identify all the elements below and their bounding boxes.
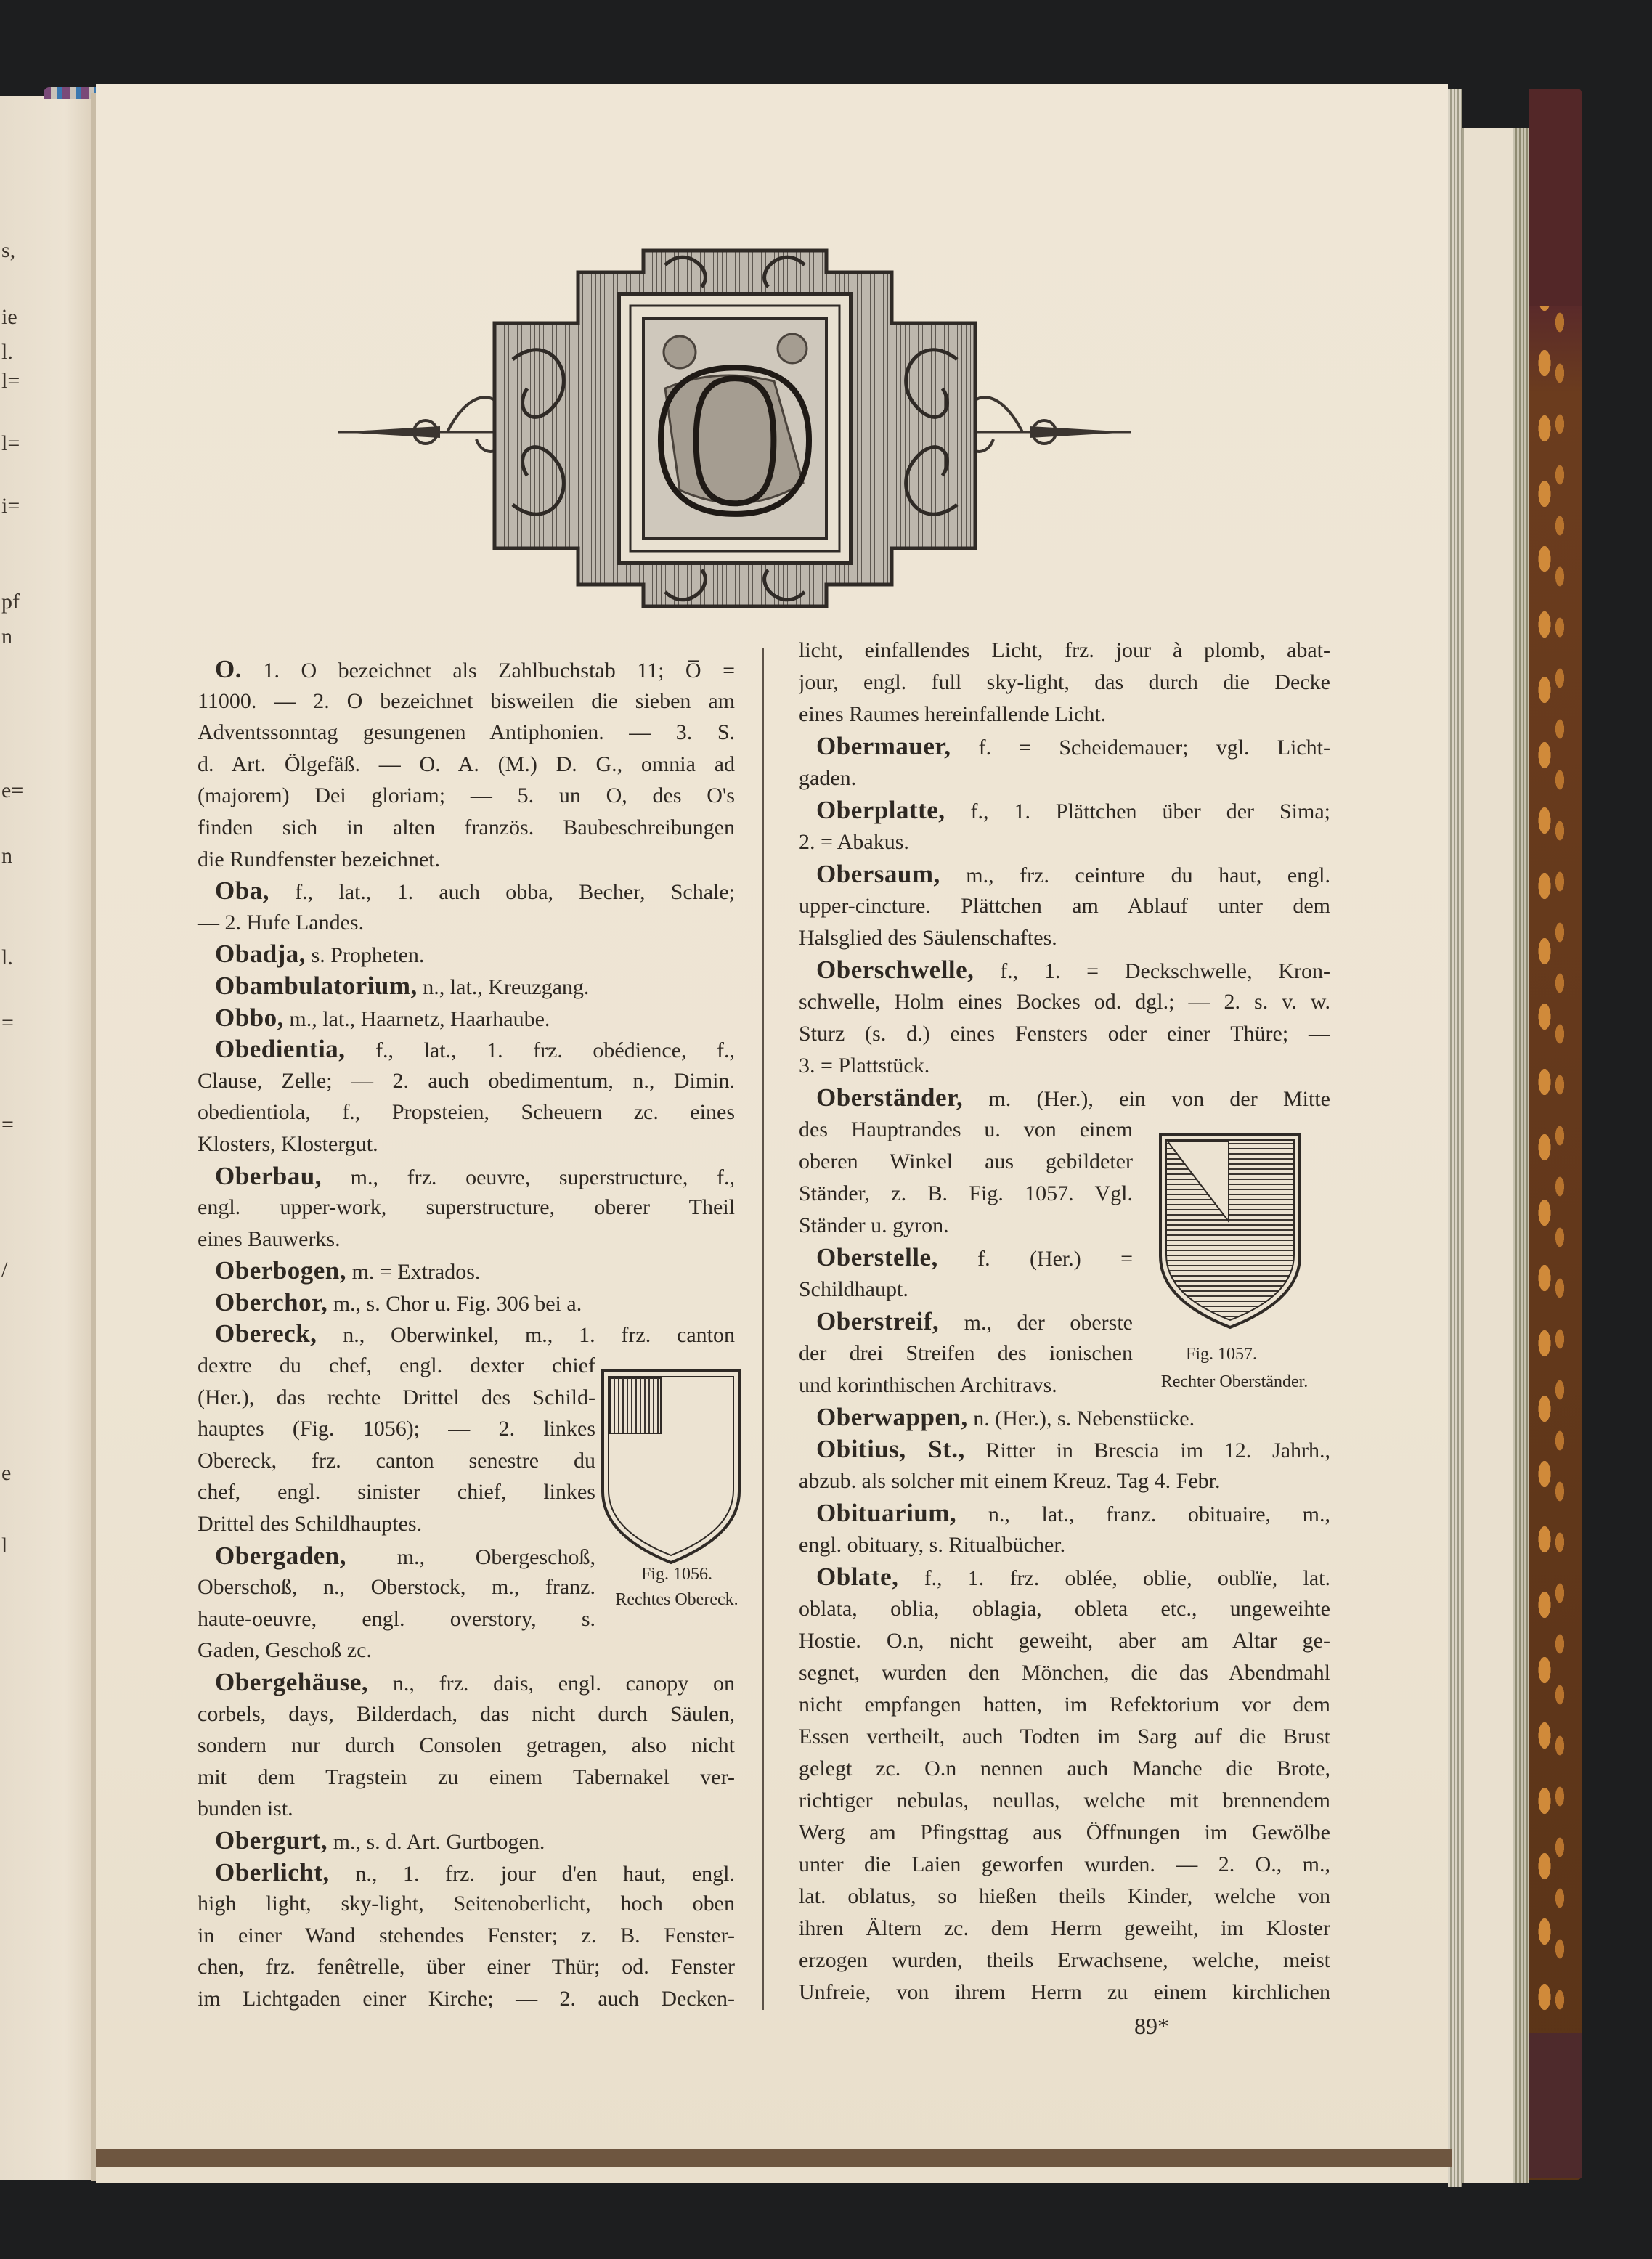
entry-text: hauptes (Fig. 1056); — 2. linkes [198, 1417, 595, 1441]
text-line [198, 1888, 735, 1920]
text-line [198, 1793, 735, 1825]
entry-text: engl. obituary, s. Ritualbücher. [799, 1533, 1066, 1557]
text-line [799, 1817, 1330, 1849]
headword: Oba, [215, 876, 269, 905]
entries-top [198, 654, 735, 1350]
text-line [198, 1350, 595, 1382]
entry-text: Sturz (s. d.) eines Fensters oder einer Thüre; — [799, 1022, 1330, 1046]
entry-text: jour, engl. full sky-light, das durch die Decke [799, 670, 1330, 694]
initial-letter: O [650, 318, 820, 559]
entry-text: n. (Her.), s. Nebenstücke. [973, 1407, 1195, 1430]
entry-text: Ritter in Brescia im 12. Jahrh., [985, 1438, 1330, 1462]
dictionary-entry-start [198, 654, 735, 685]
leather-binding [1529, 89, 1582, 2180]
text-line [198, 1224, 735, 1255]
entry-text: eines Raumes hereinfallende Licht. [799, 702, 1107, 726]
entry-text: m., frz. ceinture du haut, engl. [966, 863, 1330, 887]
entry-text: lat. oblatus, so hießen theils Kinder, welche von [799, 1884, 1330, 1908]
entry-text: oberen Winkel aus gebildeter [799, 1149, 1133, 1173]
entries-bottom [799, 1401, 1330, 2008]
text-line [799, 1369, 1133, 1401]
ornamental-initial-vignette [338, 243, 1131, 615]
text-line [198, 1698, 735, 1730]
next-page-edge [1462, 128, 1515, 2183]
edge-fragment: e [1, 1461, 12, 1485]
text-line [198, 1951, 735, 1983]
figure-1057-shield [1157, 1131, 1303, 1330]
entry-text: licht, einfallendes Licht, frz. jour à plomb, abat- [799, 638, 1330, 662]
edge-fragment: s, [1, 238, 16, 262]
text-line [198, 717, 735, 749]
headword: Oberwappen, [816, 1403, 968, 1431]
dictionary-entry-start [799, 1306, 1133, 1338]
entries-beside-figure [198, 1350, 595, 1666]
entry-text: ihren Ältern zc. dem Herrn geweiht, im Kloster [799, 1916, 1330, 1940]
text-line [198, 907, 735, 939]
headword: Oberschwelle, [816, 956, 974, 984]
dictionary-entry-start [198, 1033, 735, 1065]
previous-page-edge [0, 96, 93, 2180]
entry-text: Oberschoß, n., Oberstock, m., franz. [198, 1575, 595, 1600]
entry-text: haute-oeuvre, engl. overstory, s. [198, 1606, 595, 1631]
figure-1057-number: Fig. 1057. [1185, 1345, 1258, 1364]
entry-text: sondern nur durch Consolen getragen, also nicht [198, 1733, 735, 1758]
dictionary-entry-start [799, 730, 1330, 762]
entry-text: 11000. — 2. O bezeichnet bisweilen die sieben am [198, 688, 735, 713]
entry-text: schwelle, Holm eines Bockes od. dgl.; — 2. s. v. w. [799, 990, 1330, 1014]
entry-text: f., lat., 1. frz. obédience, f., [375, 1038, 735, 1063]
text-line [799, 1721, 1330, 1753]
dictionary-entry-start [198, 938, 735, 970]
entry-text: der drei Streifen des ionischen [799, 1341, 1133, 1365]
text-line [799, 1977, 1330, 2008]
entry-text: dextre du chef, engl. dexter chief [198, 1354, 595, 1378]
dictionary-entry-start [799, 1082, 1330, 1114]
leather-binding-corner [1529, 2033, 1582, 2178]
entry-text: f., 1. Plättchen über der Sima; [970, 799, 1330, 823]
dictionary-entry-start [799, 1561, 1330, 1593]
edge-fragment: i= [1, 494, 20, 518]
text-line [799, 1146, 1133, 1178]
leather-binding-corner [1529, 89, 1582, 306]
dictionary-entry-start [198, 1666, 735, 1698]
entry-text: bunden ist. [198, 1796, 293, 1821]
entry-text: f. = Scheidemauer; vgl. Licht- [978, 736, 1330, 760]
dictionary-entry-start [799, 1433, 1330, 1465]
entry-text: unter die Laien geworfen wurden. — 2. O., m., [799, 1852, 1330, 1876]
entry-text: m., Obergeschoß, [396, 1544, 595, 1569]
text-line [198, 1096, 735, 1128]
figure-1057-title: Rechter Oberständer. [1160, 1372, 1309, 1391]
entry-text: in einer Wand stehendes Fenster; z. B. Fenster- [198, 1923, 735, 1947]
text-line [799, 1945, 1330, 1977]
entry-text: erzogen wurden, theils Erwachsene, welche, meist [799, 1948, 1330, 1972]
edge-fragment: pf [1, 590, 20, 614]
entries-bottom [198, 1666, 735, 2015]
edge-fragment: = [1, 1112, 14, 1136]
dictionary-entry-start [799, 954, 1330, 986]
text-line [799, 1881, 1330, 1913]
dictionary-entry-start [198, 1318, 735, 1350]
hatched-canton [610, 1378, 661, 1433]
dictionary-entry-start [198, 1287, 735, 1319]
headword: Oberlicht, [215, 1857, 330, 1886]
edge-fragment: l. [1, 340, 13, 364]
entry-text: f., lat., 1. auch obba, Becher, Schale; [295, 880, 735, 905]
text-line [799, 1593, 1330, 1625]
headword: Obituarium, [816, 1499, 957, 1527]
dictionary-entry-start [198, 1857, 735, 1889]
entry-text: Ständer, z. B. Fig. 1057. Vgl. [799, 1181, 1133, 1205]
headword: Obitius, St., [816, 1435, 965, 1463]
text-line [799, 1913, 1330, 1945]
dictionary-entry-start [799, 1401, 1330, 1433]
entry-text: chef, engl. sinister chief, linkes [198, 1480, 595, 1505]
entry-text: f., 1. = Deckschwelle, Kron- [1000, 959, 1330, 983]
entry-text: m. = Extrados. [351, 1260, 481, 1285]
entry-text: abzub. als solcher mit einem Kreuz. Tag 4. Febr. [799, 1469, 1221, 1493]
entry-text: m., s. d. Art. Gurtbogen. [333, 1829, 545, 1854]
entry-text: 2. = Abakus. [799, 830, 909, 854]
entry-text: obedientiola, f., Propsteien, Scheuern zc. eines [198, 1100, 735, 1125]
text-line [799, 635, 1330, 667]
entry-text: f. (Her.) = [977, 1247, 1133, 1271]
text-line [198, 1413, 595, 1445]
entry-text: des Hauptrandes u. von einem [799, 1118, 1133, 1141]
entry-text: m., der oberste [964, 1311, 1133, 1335]
text-line [799, 1753, 1330, 1785]
headword: Oberbogen, [215, 1256, 346, 1285]
entry-text: — 2. Hufe Landes. [198, 910, 365, 935]
entry-text: Ständer u. gyron. [799, 1213, 949, 1237]
entry-text: n., frz. dais, engl. canopy on [392, 1672, 735, 1696]
edge-fragment: n [1, 844, 12, 868]
text-line [799, 1050, 1330, 1082]
entry-text: segnet, wurden den Mönchen, die das Abendmahl [799, 1661, 1330, 1685]
entry-text: Hostie. O.n, nicht geweiht, aber am Altar ge- [799, 1629, 1330, 1653]
edge-fragment: l. [1, 945, 13, 969]
headword: Obereck, [215, 1319, 317, 1348]
entry-text: (majorem) Dei gloriam; — 5. un O, des O's [198, 783, 735, 808]
entry-text: n., 1. frz. jour d'en haut, engl. [355, 1861, 735, 1886]
edge-fragment: / [1, 1258, 8, 1282]
entry-text: corbels, days, Bilderdach, das nicht durch Säulen, [198, 1701, 735, 1726]
text-line [198, 1571, 595, 1603]
headword: O. [215, 655, 242, 683]
entry-text: gelegt zc. O.n nennen auch Manche die Brote, [799, 1757, 1330, 1780]
dictionary-entry-start [198, 1825, 735, 1857]
entries-top [799, 635, 1330, 1114]
figure-1056-number: Fig. 1056. [640, 1565, 713, 1584]
edge-fragment: l= [1, 369, 20, 393]
headword: Obermauer, [816, 732, 951, 760]
text-line [198, 812, 735, 844]
entry-text: Essen vertheilt, auch Todten im Sarg auf die Brust [799, 1725, 1330, 1749]
text-line [799, 1785, 1330, 1817]
text-line [799, 890, 1330, 922]
entry-text: Clause, Zelle; — 2. auch obedimentum, n., Dimin. [198, 1068, 735, 1093]
entry-text: (Her.), das rechte Drittel des Schild- [198, 1385, 595, 1409]
dictionary-entry-start [198, 1160, 735, 1192]
entry-text: die Rundfenster bezeichnet. [198, 847, 441, 871]
dictionary-entry-start [799, 1497, 1330, 1529]
entry-text: eines Bauwerks. [198, 1226, 341, 1251]
entry-text: nicht empfangen hatten, im Refektorium vor dem [799, 1693, 1330, 1717]
edge-fragment: n [1, 624, 12, 648]
entry-text: finden sich in alten französ. Baubeschreibungen [198, 815, 735, 839]
entry-text: 3. = Plattstück. [799, 1054, 930, 1078]
left-column [198, 654, 735, 2015]
text-line [198, 1065, 735, 1097]
headword: Obadja, [215, 940, 306, 969]
text-line [198, 844, 735, 876]
page-stack [1448, 89, 1462, 2187]
entry-text: im Lichtgaden einer Kirche; — 2. auch Decken- [198, 1986, 735, 2011]
headword: Obersaum, [816, 860, 940, 888]
entry-text: Unfreie, von ihrem Herrn zu einem kirchlichen [799, 1980, 1330, 2004]
headword: Oberständer, [816, 1083, 964, 1112]
text-line [799, 922, 1330, 954]
entry-text: n., Oberwinkel, m., 1. frz. canton [343, 1323, 735, 1348]
edge-fragment: l= [1, 431, 20, 455]
entry-text: m., s. Chor u. Fig. 306 bei a. [333, 1291, 582, 1316]
headword: Obedientia, [215, 1035, 346, 1064]
entry-text: Halsglied des Säulenschaftes. [799, 926, 1057, 950]
dictionary-entry-start [799, 794, 1330, 826]
entry-text: Adventssonntag gesungenen Antiphonien. — 3. S. [198, 720, 735, 745]
entries-beside-figure [799, 1114, 1133, 1401]
headword: Obambulatorium, [215, 971, 418, 1000]
text-line [799, 699, 1330, 730]
entry-text: Gaden, Geschoß zc. [198, 1638, 372, 1663]
text-line [198, 685, 735, 717]
text-line [198, 1476, 595, 1508]
text-line [198, 780, 735, 812]
figure-1056-shield [600, 1368, 742, 1566]
dictionary-entry-start [198, 875, 735, 907]
text-line [799, 667, 1330, 699]
text-line [799, 1849, 1330, 1881]
figure-1056-title: Rechtes Obereck. [615, 1590, 738, 1609]
page-number: 89* [1134, 2013, 1169, 2039]
dictionary-entry-start [198, 970, 735, 1002]
headword: Oberchor, [215, 1287, 328, 1316]
text-line [198, 749, 735, 781]
entry-text: und korinthischen Architravs. [799, 1373, 1057, 1397]
headword: Obergurt, [215, 1825, 328, 1855]
text-line [799, 1274, 1133, 1306]
headword: Oblate, [816, 1563, 899, 1591]
text-line [799, 1689, 1330, 1721]
entry-text: m. (Her.), ein von der Mitte [988, 1087, 1330, 1111]
text-line [799, 1465, 1330, 1497]
edge-fragment: = [1, 1011, 14, 1035]
entry-text: s. Propheten. [311, 943, 425, 968]
text-line [198, 1983, 735, 2015]
headword: Obergehäuse, [215, 1668, 369, 1696]
text-line [198, 1382, 595, 1414]
dictionary-entry-start [198, 1002, 735, 1034]
text-line [799, 1625, 1330, 1657]
edge-fragment: e= [1, 778, 24, 802]
entry-text: Werg am Pfingsttag aus Öffnungen im Gewölbe [799, 1820, 1330, 1844]
dictionary-entry-start [198, 1255, 735, 1287]
entry-text: f., 1. frz. oblée, oblie, oublïe, lat. [924, 1566, 1330, 1590]
headword: Oberplatte, [816, 796, 945, 824]
entry-text: n., lat., franz. obituaire, m., [988, 1502, 1330, 1526]
entry-text: m., frz. oeuvre, superstructure, f., [350, 1165, 735, 1189]
page-stack [1513, 128, 1529, 2183]
text-line [799, 1529, 1330, 1561]
column-divider [762, 648, 764, 2010]
headword: Oberbau, [215, 1161, 322, 1190]
edge-fragment: l [1, 1534, 8, 1558]
headword: Obbo, [215, 1003, 284, 1032]
dictionary-entry-start [198, 1540, 595, 1572]
entry-text: m., lat., Haarnetz, Haarhaube. [289, 1006, 550, 1031]
entry-text: oblata, oblia, oblagia, obleta etc., ungeweihte [799, 1597, 1330, 1621]
text-line [198, 1508, 595, 1540]
text-line [799, 826, 1330, 858]
text-line [198, 1730, 735, 1762]
text-line [198, 1128, 735, 1160]
text-line [198, 1603, 595, 1635]
text-line [198, 1445, 595, 1477]
entry-text: engl. upper-work, superstructure, oberer Theil [198, 1195, 735, 1220]
text-line [799, 1210, 1133, 1242]
text-line [198, 1192, 735, 1224]
entry-text: gaden. [799, 766, 857, 790]
entry-text: 1. O bezeichnet als Zahlbuchstab 11; O̅ = [263, 659, 735, 683]
text-line [799, 762, 1330, 794]
text-line [799, 1657, 1330, 1689]
entry-text: Klosters, Klostergut. [198, 1131, 378, 1156]
headword: Oberstreif, [816, 1307, 940, 1335]
text-line [799, 1114, 1133, 1146]
entry-text: upper-cincture. Plättchen am Ablauf unter dem [799, 894, 1330, 918]
text-line [799, 1018, 1330, 1050]
entry-text: richtiger nebulas, neullas, welche mit brennendem [799, 1788, 1330, 1812]
dictionary-entry-start [799, 1242, 1133, 1274]
entry-text: Schildhaupt. [799, 1277, 908, 1301]
entry-text: d. Art. Ölgefäß. — O. A. (M.) D. G., omnia ad [198, 752, 735, 776]
dictionary-entry-start [799, 858, 1330, 890]
entry-text: high light, sky-light, Seitenoberlicht, hoch oben [198, 1892, 735, 1916]
entry-text: Obereck, frz. canton senestre du [198, 1448, 595, 1473]
text-line [799, 1338, 1133, 1369]
text-line [799, 1178, 1133, 1210]
entry-text: n., lat., Kreuzgang. [423, 974, 590, 999]
text-line [198, 1762, 735, 1794]
text-line [198, 1635, 595, 1666]
headword: Oberstelle, [816, 1243, 938, 1271]
text-line [799, 986, 1330, 1018]
text-line [198, 1920, 735, 1952]
entry-text: mit dem Tragstein zu einem Tabernakel ver- [198, 1765, 735, 1789]
entry-text: Drittel des Schildhauptes. [198, 1512, 423, 1536]
headword: Obergaden, [215, 1541, 346, 1570]
bookmark-ribbon [96, 2149, 1452, 2167]
edge-fragment: ie [1, 305, 17, 329]
entry-text: chen, frz. fenêtrelle, über einer Thür; od. Fenster [198, 1955, 735, 1979]
